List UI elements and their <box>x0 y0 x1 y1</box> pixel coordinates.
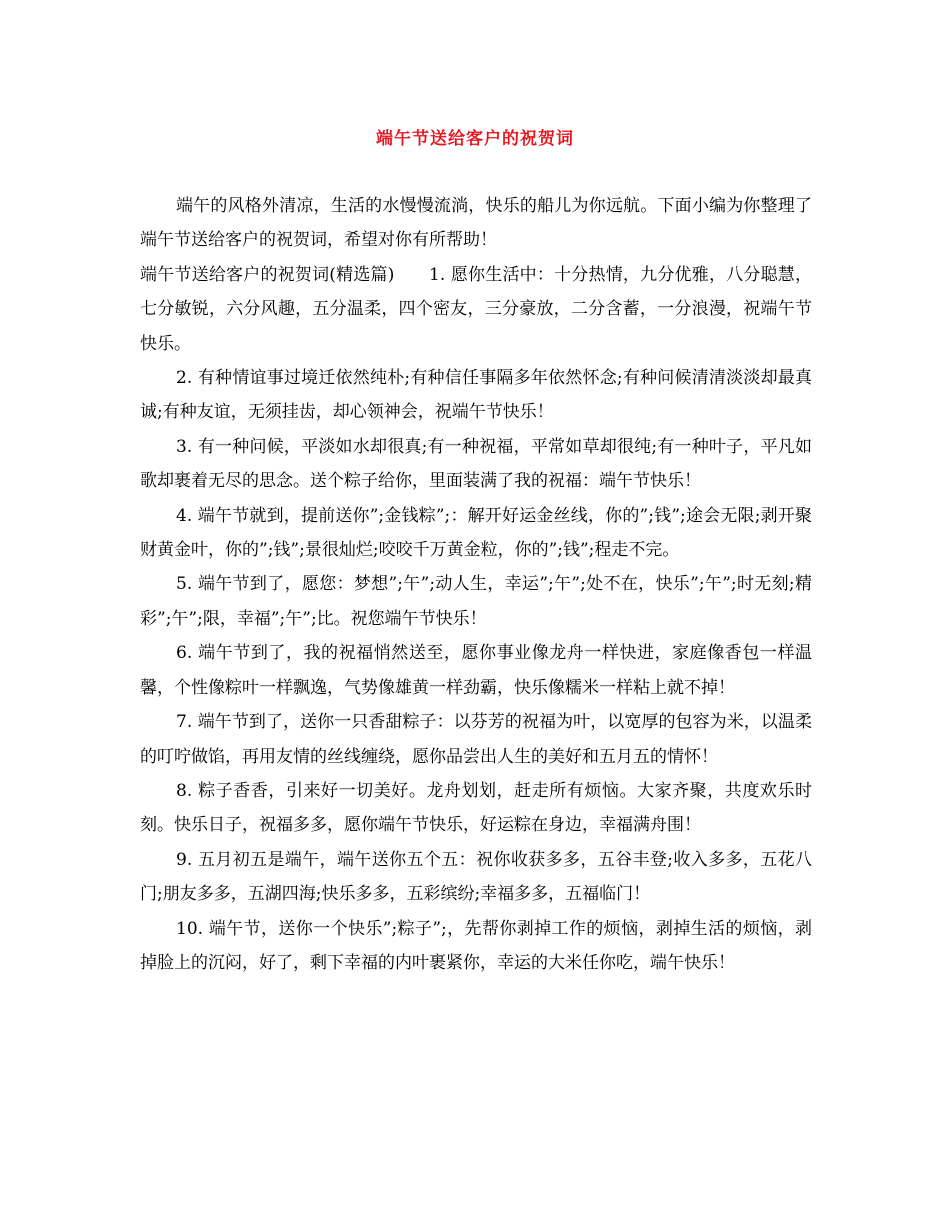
greeting-paragraph-7: 7. 端午节到了，送你一只香甜粽子：以芬芳的祝福为叶，以宽厚的包容为米，以温柔的叮咛做馅，再用友情的丝线缠绕，愿你品尝出人生的美好和五月五的情怀！ <box>140 712 812 767</box>
greeting-paragraph-3: 3. 有一种问候，平淡如水却很真;有一种祝福，平常如草却很纯;有一种叶子，平凡如歌却裹着无尽的思念。送个粽子给你，里面装满了我的祝福：端午节快乐！ <box>140 436 812 492</box>
greeting-paragraph-5: 5. 端午节到了，愿您：梦想”;午”;动人生，幸运”;午”;处不在，快乐”;午”;时无刻;精彩”;午”;限，幸福”;午”;比。祝您端午节快乐！ <box>140 574 812 629</box>
greeting-paragraph-10: 10. 端午节，送你一个快乐”;粽子”;，先帮你剥掉工作的烦恼，剥掉生活的烦恼，剥掉脸上的沉闷，好了，剩下幸福的内叶裹紧你，幸运的大米任你吃，端午快乐！ <box>140 918 812 973</box>
page-title: 端午节送给客户的祝贺词 <box>376 129 574 149</box>
greeting-paragraph-4: 4. 端午节就到，提前送你”;金钱粽”;：解开好运金丝线，你的”;钱”;途会无限;剥开聚财黄金叶，你的”;钱”;景很灿烂;咬咬千万黄金粒，你的”;钱”;程走不完。 <box>140 505 812 561</box>
document-body <box>140 189 812 980</box>
greeting-paragraph-6: 6. 端午节到了，我的祝福悄然送至，愿你事业像龙舟一样快进，家庭像香包一样温馨，个性像粽叶一样飘逸，气势像雄黄一样劲霸，快乐像糯米一样粘上就不掉！ <box>140 643 812 698</box>
greeting-paragraph-2: 2. 有种情谊事过境迁依然纯朴;有种信任事隔多年依然怀念;有种问候清清淡淡却最真诚;有种友谊，无须挂齿，却心领神会，祝端午节快乐！ <box>140 368 812 423</box>
greeting-paragraph-9: 9. 五月初五是端午，端午送你五个五：祝你收获多多，五谷丰登;收入多多，五花八门;朋友多多，五湖四海;快乐多多，五彩缤纷;幸福多多，五福临门！ <box>140 849 812 905</box>
greeting-paragraph-1: 端午节送给客户的祝贺词(精选篇) 1. 愿你生活中：十分热情，九分优雅，八分聪慧，七分敏锐，六分风趣，五分温柔，四个密友，三分豪放，二分含蓄，一分浪漫，祝端午节快乐。 <box>140 264 812 354</box>
greeting-paragraph-8: 8. 粽子香香，引来好一切美好。龙舟划划，赶走所有烦恼。大家齐聚，共度欢乐时刻。快乐日子，祝福多多，愿你端午节快乐，好运粽在身边，幸福满舟围！ <box>140 780 812 836</box>
intro-paragraph: 端午的风格外清凉，生活的水慢慢流淌，快乐的船儿为你远航。下面小编为你整理了端午节送给客户的祝贺词，希望对你有所帮助！ <box>140 196 812 251</box>
